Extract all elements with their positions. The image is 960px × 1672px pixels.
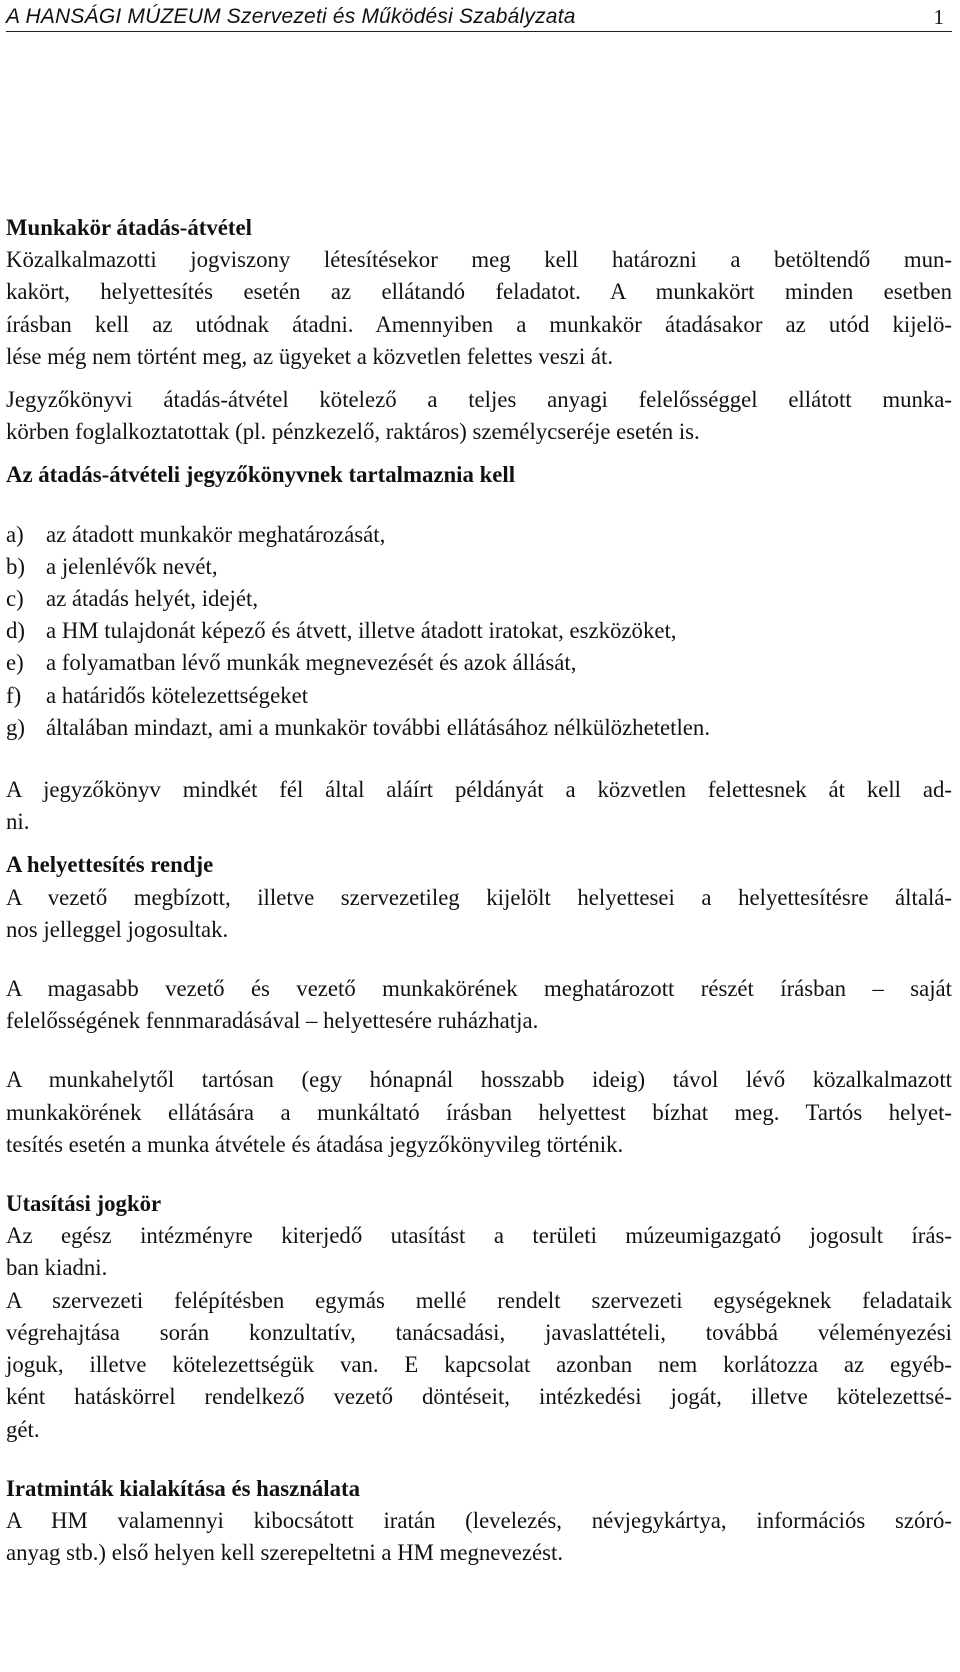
- paragraph: [6, 774, 952, 838]
- text-line: Az egész intézményre kiterjedő utasítást a területi múzeumigazgató jogosult írás-: [6, 1223, 952, 1249]
- paragraph: [6, 384, 952, 448]
- list-item: f) a határidős kötelezettségeket: [6, 682, 309, 708]
- text-line: nos jelleggel jogosultak.: [6, 916, 229, 942]
- text-line: joguk, illetve kötelezettségük van. E kapcsolat azonban nem korlátozza az egyéb-: [6, 1352, 952, 1378]
- text-line: munkakörének ellátására a munkáltató írásban helyettest bízhat meg. Tartós helyet-: [6, 1099, 952, 1125]
- contents-list: [6, 519, 952, 744]
- section-heading-utasitasi-jogkor: Utasítási jogkör: [6, 1191, 162, 1217]
- paragraph: [6, 973, 952, 1037]
- text-line: gét.: [6, 1416, 40, 1442]
- text-line: A jegyzőkönyv mindkét fél által aláírt példányát a közvetlen felettesnek át kell ad-: [6, 777, 952, 803]
- text-line: tesítés esetén a munka átvétele és átadása jegyzőkönyvileg történik.: [6, 1131, 624, 1157]
- section-heading-helyettesites-rendje: A helyettesítés rendje: [6, 852, 214, 878]
- page-number: 1: [933, 5, 944, 29]
- text-line: ként hatáskörrel rendelkező vezető döntéseit, intézkedési jogát, illetve kötelezettsé-: [6, 1384, 952, 1410]
- text-line: A vezető megbízott, illetve szervezetileg kijelölt helyettesei a helyettesítésre általá-: [6, 884, 952, 910]
- list-item: g) általában mindazt, ami a munkakör további ellátásához nélkülözhetetlen.: [6, 714, 711, 740]
- list-item: b) a jelenlévők nevét,: [6, 553, 218, 579]
- section-heading-iratmintak: Iratminták kialakítása és használata: [6, 1475, 361, 1501]
- paragraph: [6, 1220, 952, 1284]
- text-line: Jegyzőkönyvi átadás-átvétel kötelező a teljes anyagi felelősséggel ellátott munka-: [6, 387, 952, 413]
- text-line: végrehajtása során konzultatív, tanácsadási, javaslattételi, továbbá véleményezési: [6, 1319, 952, 1345]
- document-body: [6, 212, 952, 1569]
- text-line: anyag stb.) első helyen kell szerepeltetni a HM megnevezést.: [6, 1540, 564, 1566]
- text-line: Közalkalmazotti jogviszony létesítésekor meg kell határozni a betöltendő mun-: [6, 247, 952, 273]
- paragraph: [6, 1505, 952, 1569]
- paragraph: [6, 244, 952, 373]
- section-heading-jegyzokonyv-tartalma: Az átadás-átvételi jegyzőkönyvnek tartalmaznia kell: [6, 462, 516, 488]
- text-line: A munkahelytől tartósan (egy hónapnál hosszabb ideig) távol lévő közalkalmazott: [6, 1067, 952, 1093]
- paragraph: [6, 882, 952, 946]
- text-line: ban kiadni.: [6, 1255, 108, 1281]
- paragraph: [6, 1285, 952, 1446]
- text-line: írásban kell az utódnak átadni. Amennyiben a munkakör átadásakor az utód kijelö-: [6, 311, 952, 337]
- paragraph: [6, 1064, 952, 1161]
- text-line: kakört, helyettesítés esetén az ellátandó feladatot. A munkakört minden esetben: [6, 279, 952, 305]
- list-item: a) az átadott munkakör meghatározását,: [6, 521, 386, 547]
- list-item: e) a folyamatban lévő munkák megnevezését és azok állását,: [6, 650, 577, 676]
- header-title: A HANSÁGI MÚZEUM Szervezeti és Működési Szabályzata: [6, 5, 576, 28]
- text-line: A szervezeti felépítésben egymás mellé rendelt szervezeti egységeknek feladataik: [6, 1287, 952, 1313]
- section-heading-munkakor-atadas: Munkakör átadás-átvétel: [6, 215, 252, 240]
- text-line: lése még nem történt meg, az ügyeket a közvetlen felettes veszi át.: [6, 343, 614, 369]
- text-line: ni.: [6, 809, 30, 835]
- text-line: körben foglalkoztatottak (pl. pénzkezelő, raktáros) személycseréje esetén is.: [6, 419, 700, 445]
- list-item: d) a HM tulajdonát képező és átvett, illetve átadott iratokat, eszközöket,: [6, 618, 677, 644]
- text-line: A HM valamennyi kibocsátott iratán (levelezés, névjegykártya, információs szóró-: [6, 1507, 952, 1533]
- page-header: [6, 3, 952, 32]
- text-line: felelősségének fennmaradásával – helyettesére ruházhatja.: [6, 1008, 539, 1034]
- text-line: A magasabb vezető és vezető munkakörének meghatározott részét írásban – saját: [6, 976, 952, 1002]
- list-item: c) az átadás helyét, idejét,: [6, 586, 259, 612]
